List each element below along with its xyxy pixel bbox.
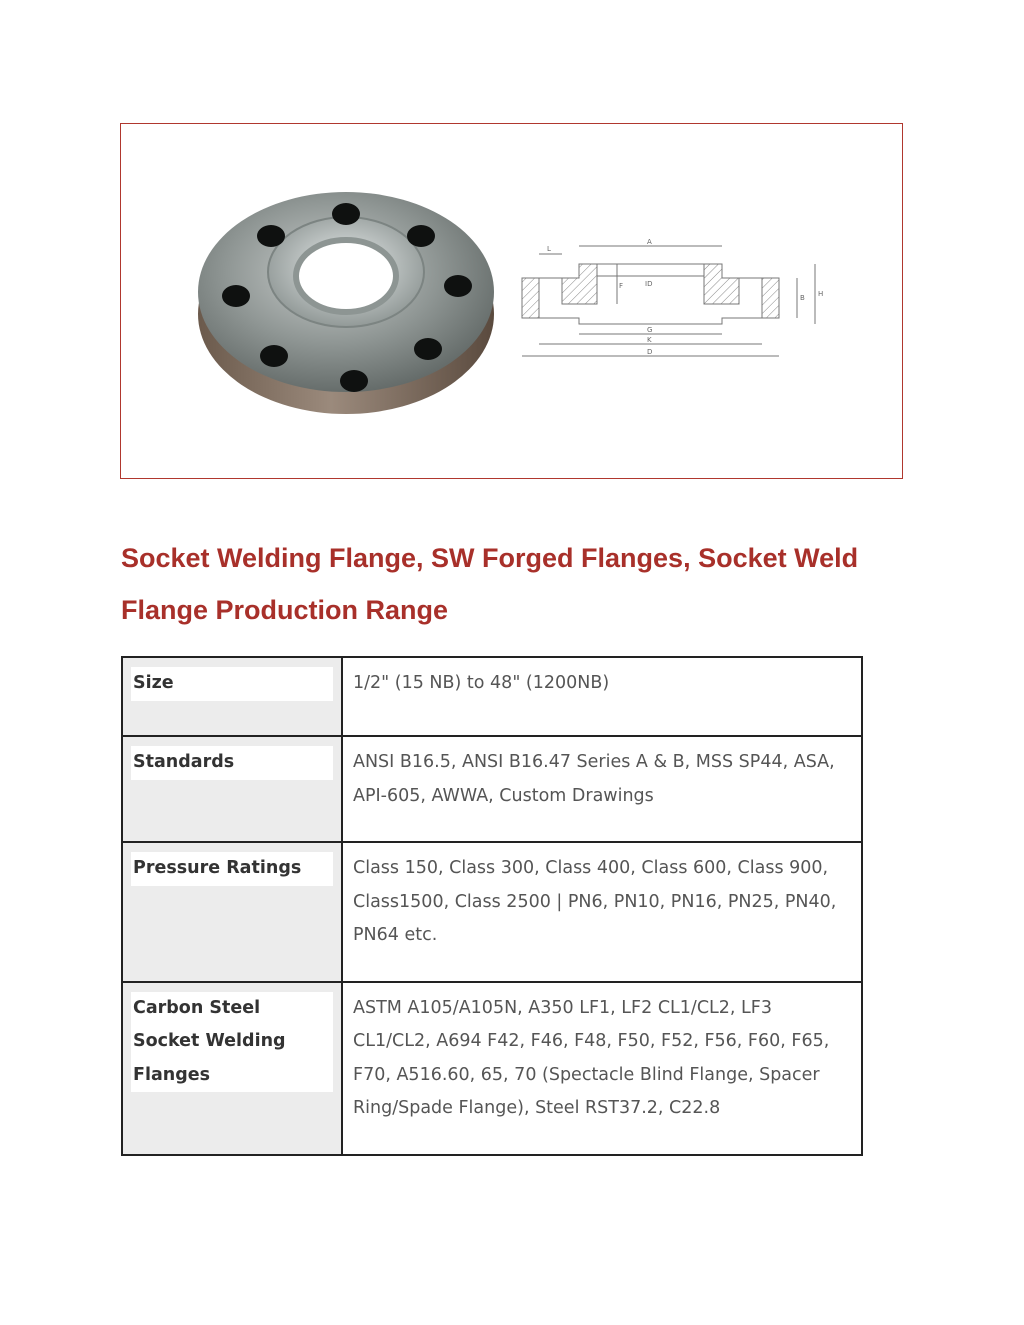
dim-label-h: H — [818, 290, 824, 298]
row-label: Size — [131, 667, 333, 701]
product-image-frame — [120, 123, 903, 479]
dim-label-k: K — [647, 336, 652, 344]
row-value: ANSI B16.5, ANSI B16.47 Series A & B, MSS SP44, ASA, API-605, AWWA, Custom Drawings — [342, 736, 862, 842]
row-value: Class 150, Class 300, Class 400, Class 600, Class 900, Class1500, Class 2500 | PN6, PN10, PN16, PN25, PN40, PN64 etc. — [342, 842, 862, 982]
table-row — [122, 842, 862, 982]
flange-photo — [196, 174, 506, 424]
row-label-cell — [122, 982, 342, 1155]
dim-label-a: A — [647, 238, 652, 246]
row-label-cell — [122, 657, 342, 736]
table-row — [122, 657, 862, 736]
row-value: 1/2" (15 NB) to 48" (1200NB) — [342, 657, 862, 736]
production-range-table — [121, 656, 863, 1156]
row-label-cell — [122, 842, 342, 982]
page-title: Socket Welding Flange, SW Forged Flanges, Socket Weld Flange Production Range — [121, 543, 859, 625]
row-label: Carbon Steel Socket Welding Flanges — [131, 992, 333, 1093]
dim-label-g: G — [647, 326, 653, 334]
dim-label-d: D — [647, 348, 653, 356]
dim-label-f: F — [619, 282, 624, 290]
table-row — [122, 736, 862, 842]
dim-label-id: ID — [645, 280, 653, 288]
flange-cross-section-diagram — [517, 236, 837, 386]
dim-label-l: L — [547, 245, 551, 253]
dim-label-b: B — [800, 294, 805, 302]
row-label: Pressure Ratings — [131, 852, 333, 886]
table-row — [122, 982, 862, 1155]
row-label-cell — [122, 736, 342, 842]
row-value: ASTM A105/A105N, A350 LF1, LF2 CL1/CL2, LF3 CL1/CL2, A694 F42, F46, F48, F50, F52, F56, F60, F65, F70, A516.60, 65, 70 (Spectacle Blind Flange, Spacer Ring/Spade Flange), Steel RST37.2, C22.8 — [342, 982, 862, 1155]
row-label: Standards — [131, 746, 333, 780]
